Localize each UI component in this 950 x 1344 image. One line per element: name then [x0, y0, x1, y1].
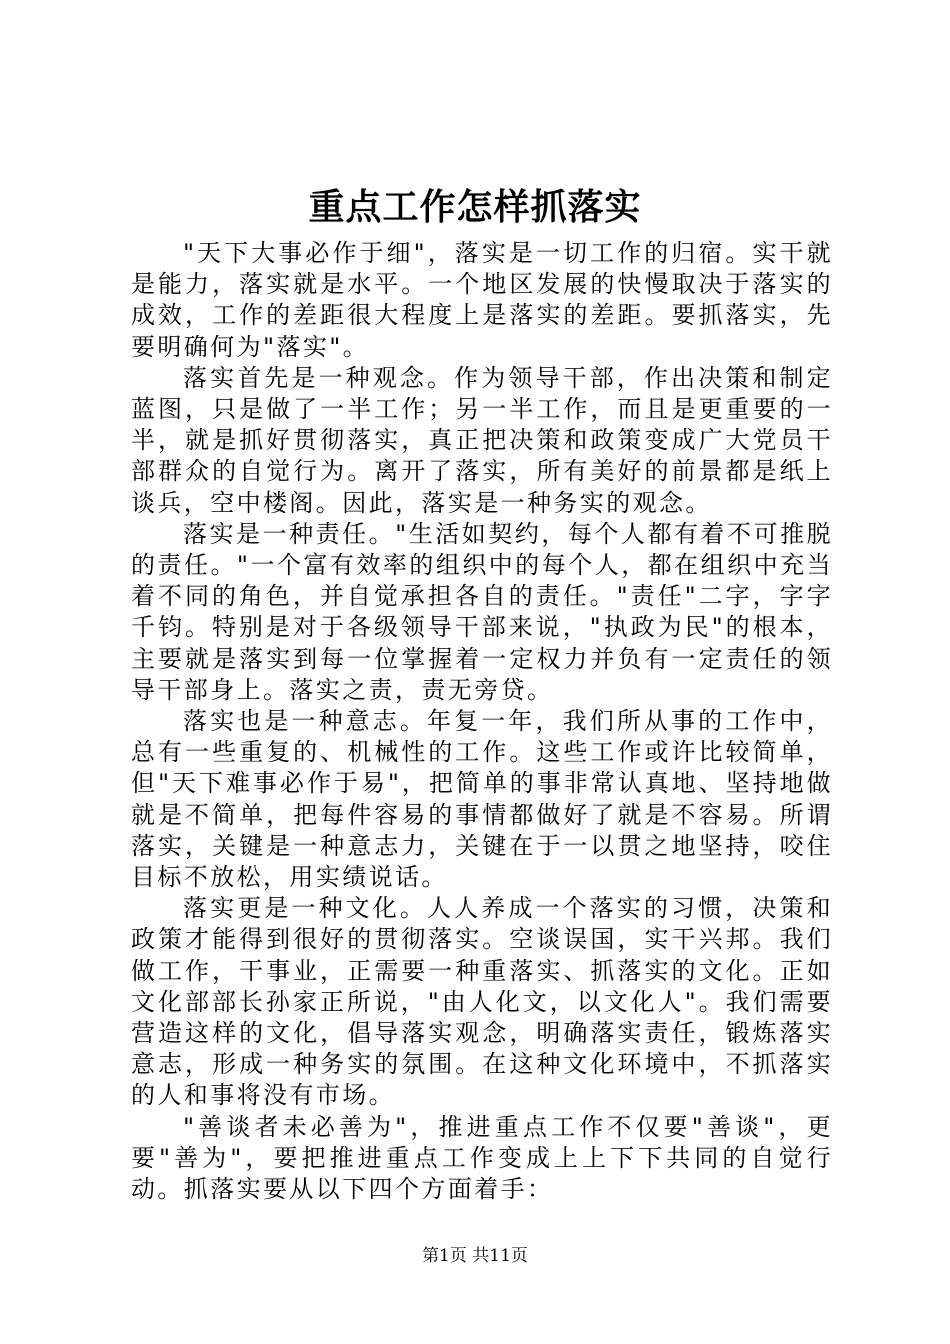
document-body: [131, 238, 833, 1205]
paragraph: "善谈者未必善为"，推进重点工作不仅要"善谈"，更要"善为"，要把推进重点工作变成上上下下共同的自觉行动。抓落实要从以下四个方面着手：: [131, 1112, 833, 1204]
document-title: 重点工作怎样抓落实: [308, 186, 642, 228]
page-footer: 第1页 共11页: [422, 1246, 528, 1266]
paragraph: 落实是一种责任。"生活如契约，每个人都有着不可推脱的责任。"一个富有效率的组织中的每个人，都在组织中充当着不同的角色，并自觉承担各自的责任。"责任"二字，字字千钧。特别是对于各级领导干部来说，"执政为民"的根本，主要就是落实到每一位掌握着一定权力并负有一定责任的领导干部身上。落实之责，责无旁贷。: [131, 519, 833, 704]
paragraph: "天下大事必作于细"，落实是一切工作的归宿。实干就是能力，落实就是水平。一个地区发展的快慢取决于落实的成效，工作的差距很大程度上是落实的差距。要抓落实，先要明确何为"落实"。: [131, 239, 833, 361]
paragraph: 落实首先是一种观念。作为领导干部，作出决策和制定蓝图，只是做了一半工作；另一半工作，而且是更重要的一半，就是抓好贯彻落实，真正把决策和政策变成广大党员干部群众的自觉行为。离开了落实，所有美好的前景都是纸上谈兵，空中楼阁。因此，落实是一种务实的观念。: [131, 363, 833, 517]
paragraph: 落实更是一种文化。人人养成一个落实的习惯，决策和政策才能得到很好的贯彻落实。空谈误国，实干兴邦。我们做工作，干事业，正需要一种重落实、抓落实的文化。正如文化部部长孙家正所说，"由人化文，以文化人"。我们需要营造这样的文化，倡导落实观念，明确落实责任，锻炼落实意志，形成一种务实的氛围。在这种文化环境中，不抓落实的人和事将没有市场。: [131, 894, 833, 1110]
paragraph: 落实也是一种意志。年复一年，我们所从事的工作中，总有一些重复的、机械性的工作。这些工作或许比较简单，但"天下难事必作于易"，把简单的事非常认真地、坚持地做就是不简单，把每件容易的事情都做好了就是不容易。所谓落实，关键是一种意志力，关键在于一以贯之地坚持，咬住目标不放松，用实绩说话。: [131, 707, 833, 892]
